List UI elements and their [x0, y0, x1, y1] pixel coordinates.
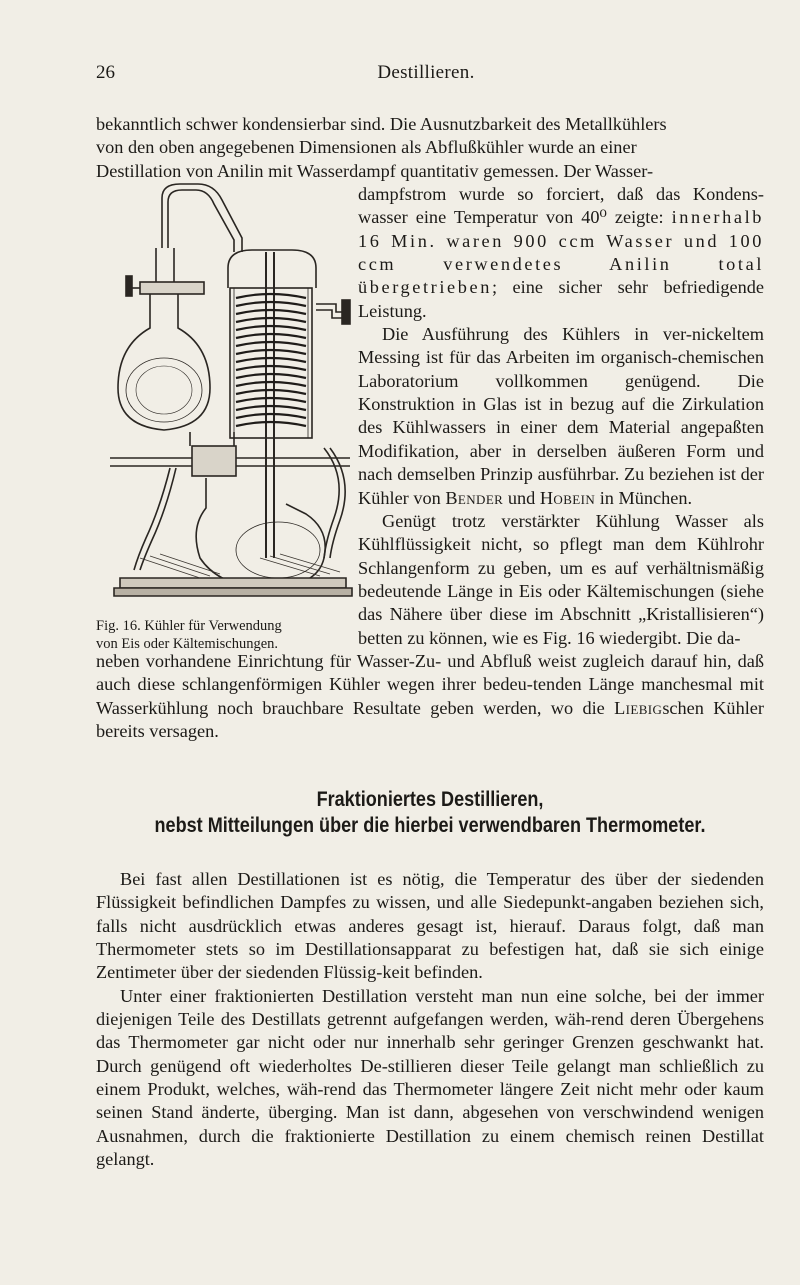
paragraph-4: Bei fast allen Destillationen ist es nötig, die Temperatur des über der siedenden Flüssigkeit befindlichen Dampfes zu wissen, und alle Siedepunkt-angaben beziehen sich, falls nicht ausdrücklich etwas anderes gesagt ist, hierauf. Daraus folgt, daß man Thermometer stets so im Destillationsapparat zu befestigen hat, daß sie sich einige Zentimeter über der siedenden Flüssig-keit befinden.	[96, 869, 764, 983]
text-block-bottom	[96, 868, 764, 1171]
figure-caption	[96, 617, 346, 653]
paragraph-2	[358, 323, 764, 510]
person-name-bender: Bender	[445, 487, 504, 508]
paragraph-5: Unter einer fraktionierten Destillation versteht man nun eine solche, bei der immer diejenigen Teile des Destillats getrennt aufgefangen werden, wäh-rend deren Übergehens das Thermometer gar nicht oder nur innerhalb sehr geringer Grenzen geschwankt hat. Durch genügend oft wiederholtes De-stillieren dieser Teile gelangt man schließlich zu einem Produkt, welches, wäh-rend das Thermometer längere Zeit nicht mehr oder kaum seinen Stand änderte, überging. Man ist dann, abgesehen von verschwindend wenigen Ausnahmen, durch die fraktionierte Destillation zu einem chemisch reinen Destillat gelangt.	[96, 985, 764, 1170]
paragraph-1-continuation	[358, 183, 764, 323]
spaced-emphasis: innerhalb 16 Min. waren 900 ccm Wasser und 100 ccm verwendetes Anilin total übergetrieben	[358, 207, 764, 298]
page-header	[96, 62, 756, 88]
figure-16-coil-condenser	[110, 178, 356, 608]
paragraph-3-continuation	[96, 650, 764, 743]
running-head: Destillieren.	[377, 62, 475, 83]
section-title-line-2: nebst Mitteilungen über die hierbei verwendbaren Thermometer.	[154, 814, 706, 837]
section-title-line-1: Fraktioniertes Destillieren,	[316, 788, 544, 811]
caption-line-2: von Eis oder Kältemischungen.	[96, 636, 279, 652]
section-heading	[143, 787, 717, 839]
caption-line-1: Fig. 16. Kühler für Verwendung	[96, 618, 282, 634]
condenser-illustration	[110, 178, 356, 608]
page-number: 26	[96, 62, 115, 83]
paragraph-3-end: schen Kühler bereits versagen.	[96, 697, 764, 741]
paragraph-1-text-b: ; eine sicher sehr befriedigende Leistung.	[358, 277, 764, 321]
paragraph-3-text-b: neben vorhandene Einrichtung für Wasser-Zu- und Abfluß weist zugleich darauf hin, daß auch diese schlangenförmigen Kühler wegen ihrer bedeu-tenden Länge manchesmal mit Wasserkühlung noch brauchbare Resultate geben werden, wo die	[96, 650, 764, 718]
paragraph-1-text-a: dampfstrom wurde so forciert, daß das Kondens-wasser eine Temperatur von 40⁰ zeigte:	[358, 184, 764, 228]
conjunction: und	[503, 487, 540, 508]
person-name-liebig: Liebig	[614, 697, 663, 718]
person-name-hobein: Hobein	[539, 487, 596, 508]
text-line: von den oben angegebenen Dimensionen als Abflußkühler wurde an einer	[96, 137, 637, 158]
text-line: Destillation von Anilin mit Wasserdampf quantitativ gemessen. Der Wasser-	[96, 160, 654, 181]
paragraph-2-text: Die Ausführung des Kühlers in ver-nickeltem Messing ist für das Arbeiten im organisch-chemischen Laboratorium vollkommen genügend. Die Konstruktion in Glas ist in bezug auf die Zirkulation des Kühlwassers in einer dem Material angepaßten Modifikation, aber in derselben äußeren Form und nach demselben Prinzip ausführbar. Zu beziehen ist der Kühler von	[358, 324, 764, 508]
paragraph-2-end: in München.	[595, 487, 693, 508]
paragraph-3-text: Genügt trotz verstärkter Kühlung Wasser als Kühlflüssigkeit nicht, so pflegt man dem Kühlrohr Schlangenform zu geben, um es auf verhältnismäßig bedeutende Länge in Eis oder Kältemischungen (siehe das Nähere über diese im Abschnitt „Kristallisieren“) betten zu können, wie es Fig. 16 wiedergibt. Die da-	[358, 510, 764, 648]
paragraph-3	[358, 510, 764, 650]
text-line: bekanntlich schwer kondensierbar sind. Die Ausnutzbarkeit des Metallkühlers	[96, 114, 667, 134]
